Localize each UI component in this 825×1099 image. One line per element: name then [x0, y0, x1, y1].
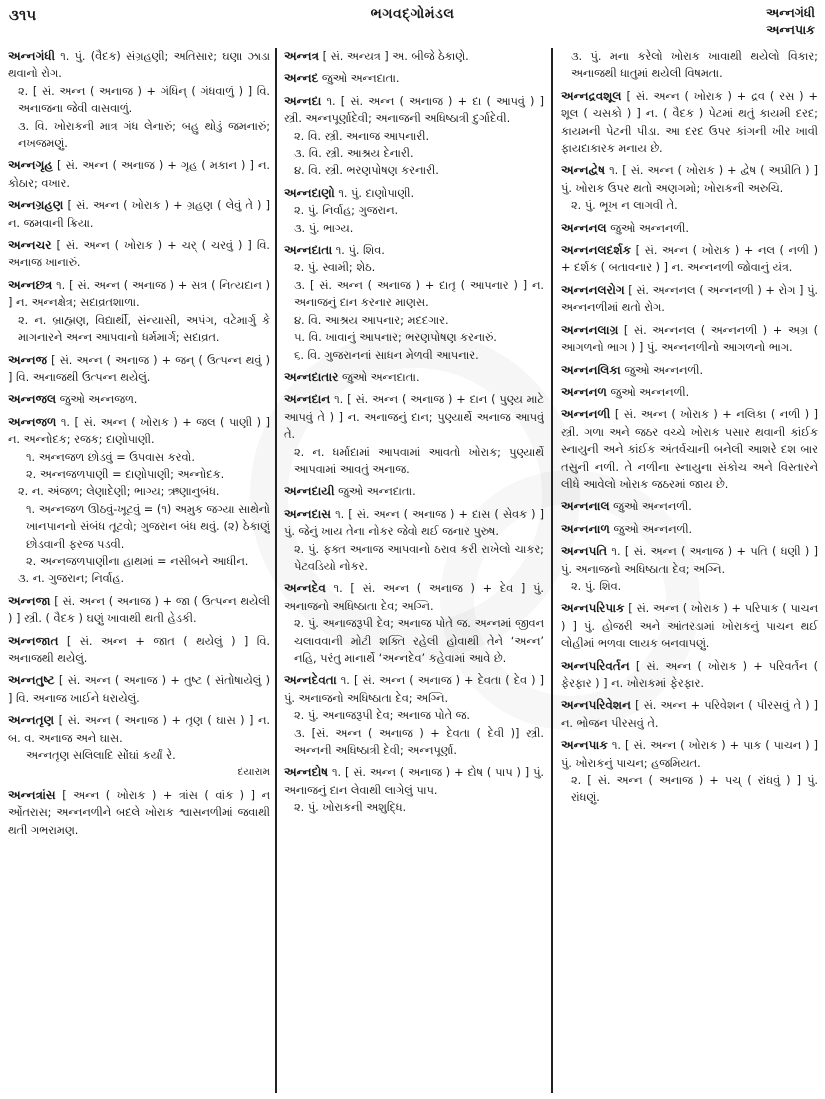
dictionary-entry: [284, 506, 544, 576]
column-3: [561, 48, 818, 1093]
column-2: [284, 48, 544, 1093]
definition-sense: જુઓ અન્નનળી.: [613, 522, 693, 536]
definition-sense: ૩. વિ. ખોરાકની માત્ર ગંધ લેનારું; બહુ થોડું જમનારું; નખજમણું.: [18, 119, 270, 151]
definition-sense: ૨. પું. નિર્વાહ; ગુજરાન.: [294, 204, 399, 218]
dictionary-entry: [561, 322, 818, 357]
headword: અન્નદ્રવશૂલ: [561, 88, 622, 103]
dictionary-entry: [284, 242, 544, 364]
definition-sense: ૨. ન. ધર્માદામાં આપવામાં આવતો ખોરાક; પુણ્યાર્થે આપવામાં આવતું અનાજ.: [294, 445, 544, 476]
headword: અન્નજલ: [8, 392, 57, 407]
dictionary-entry: [284, 48, 544, 65]
definition-sense: ૧. [ સં. અન્ન ( અનાજ ) + પતિ ( ધણી ) ] પું. અનાજનો અધિષ્ઠાતા દેવ; અગ્નિ.: [561, 545, 818, 576]
definition-sense: જુઓ અન્નનળી.: [610, 221, 689, 235]
headword: અન્નગંધી: [8, 49, 56, 63]
dictionary-entry: [561, 498, 818, 515]
headword: અન્નત્ર: [284, 49, 319, 63]
page-number: ૩૧૫: [9, 6, 37, 24]
headword: અન્નચર: [8, 238, 52, 253]
headword: અન્નજ: [8, 352, 47, 367]
definition-sense: [ અન્ન ( ખોરાક ) + ત્રાંસ ( વાંક ) ] ન ઓંતરાસ; અન્નનળીને બદલે ખોરાક શ્વાસનળીમાં જવાથી થતી ગભરામણ.: [8, 788, 270, 837]
dictionary-entry: [8, 633, 270, 668]
definition-sense: ૧. [ સં. અન્ન ( અનાજ ) + દા ( આપવું ) ] સ્ત્રી. અન્નપૂર્ણાદેવી; અનાજની અધિષ્ઠાત્રી દુર્ગાદેવી.: [284, 94, 544, 126]
definition-sense: ૧. [ સં. અન્ન ( અનાજ ) + સત્ર ( નિત્યદાન ) ] ન. અન્નક્ષેત્ર; સદાવ્રતશાળા.: [8, 278, 270, 310]
definition-sense: ૨. [ સં. અન્ન ( અનાજ ) + ગંધિન્ ( ગંધવાળું ) ] વિ. અનાજના જેવી વાસવાળું.: [18, 84, 270, 116]
quotation: અન્નતૃણ સલિલાદિ સોંઘાં કર્યાં રે.: [26, 749, 176, 763]
headword: અન્નજળ: [8, 414, 57, 429]
definition-sense: [ સં. અન્નનલ ( અન્નનળી ) + રોગ ] પું. અન્નનળીમાં થતો રોગ.: [561, 283, 818, 315]
headword: અન્નપરિવર્તન: [561, 658, 630, 673]
dictionary-entry: [561, 737, 818, 807]
definition-sense: ૧. પું. શિવ.: [335, 244, 385, 258]
dictionary-entry: [284, 483, 544, 500]
definition-sense: ૨. પું. અનાજરૂપી દેવ; અનાજ પોતે જ.: [294, 709, 470, 723]
headword: અન્નનલરોગ: [561, 282, 625, 297]
dictionary-entry: [284, 580, 544, 667]
definition-sense: જુઓ અન્નદાતા.: [338, 485, 416, 499]
dictionary-entry: [8, 157, 270, 192]
headword: અન્નદા: [284, 93, 322, 108]
dictionary-entry: [561, 220, 818, 237]
definition-sense: ૬. વિ. ગુજરાનનાં સાધન મેળવી આપનાર.: [294, 348, 479, 362]
definition-sense: [ સં. અન્ન ( અનાજ ) + ગૃહ ( મકાન ) ] ન. કોઠાર; વખાર.: [8, 159, 270, 190]
definition-sense: ૧. [ સં. અન્ન ( અનાજ ) + દેવતા ( દેવ ) ] પું. અનાજનો અધિષ્ઠાતા દેવ; અગ્નિ.: [284, 674, 544, 705]
headword: અન્નતૃણ: [8, 713, 55, 728]
definition-sense: ૨. ન. બ્રાહ્મણ, વિદ્યાર્થી, સંન્યાસી, અપંગ, વટેમાર્ગુ કે માગનારને અન્ન આપવાનો ધર્મમાર્ગ; સદાવ્રત.: [18, 313, 270, 345]
dictionary-entry: [284, 185, 544, 237]
definition-sense: ૩. ન. ગુજરાન; નિર્વાહ.: [18, 572, 125, 586]
definition-sense: ૨. પું. ખોરાકની અશુદ્ધિ.: [294, 801, 407, 815]
headword: અન્નત્રાંસ: [8, 787, 56, 802]
dictionary-entry: [561, 406, 818, 493]
dictionary-entry: [561, 600, 818, 652]
dictionary-entry: [561, 162, 818, 214]
definition-sense: ૨. પું. શિવ.: [571, 579, 622, 593]
definition-sense: [ સં. અન્ન ( અનાજ ) + તૃણ ( ઘાસ ) ] ન. બ. વ. અનાજ અને ઘાસ.: [8, 714, 270, 745]
headword: અન્નતુષ્ટ: [8, 673, 55, 688]
dictionary-entry: [284, 93, 544, 180]
definition-sense: ૩. [ સં. અન્ન ( અનાજ ) + દાતૃ ( આપનાર ) ] ન. અનાજનું દાન કરનાર માણસ.: [294, 278, 544, 310]
dictionary-entry: [561, 521, 818, 538]
definition-sense: જુઓ અન્નનળી.: [624, 363, 704, 377]
definition-sense: [ સં. અન્નનલ ( અન્નનળી ) + અગ્ર ( આગળનો ભાગ ) ] પું. અન્નનળીનો આગળનો ભાગ.: [561, 323, 818, 355]
definition-sense: જુઓ અન્નનળી.: [613, 500, 692, 514]
dictionary-entry: [8, 277, 270, 347]
headword: અન્નનલદર્શક: [561, 243, 632, 258]
guide-word-first: અન્નગંધી: [766, 5, 815, 20]
headword: અન્નજા: [8, 593, 51, 608]
headword: અન્નદાતા: [284, 243, 333, 258]
headword: અન્નદોષ: [284, 765, 329, 780]
headword: અન્નદાણો: [284, 185, 335, 200]
definition-sense: [ સં. અન્ન + પરિવેશન ( પીરસવું તે ) ] ન. ભોજન પીરસવું તે.: [561, 699, 818, 730]
definition-sense: ૧. [ સં. અન્ન ( અનાજ ) + દોષ ( પાપ ) ] પું. અનાજનું દાન લેવાથી લાગેલું પાપ.: [284, 766, 544, 797]
headword: અન્નગૃહ: [8, 158, 53, 173]
dictionary-entry: [8, 391, 270, 408]
headword: અન્નછત્ર: [8, 277, 53, 292]
dictionary-entry: [284, 70, 544, 87]
dictionary-entry: [561, 362, 818, 379]
headword: અન્નદાયી: [284, 484, 335, 499]
dictionary-entry: [8, 352, 270, 387]
definition-sense: ૧. [ સં. અન્ન ( અનાજ ) + દાસ ( સેવક ) ] પું. જેનું ખાય તેના નોકર જેવો થઈ જનાર પુરુષ.: [284, 507, 544, 539]
definition-sense: ૨. પું. અનાજરૂપી દેવ; અનાજ પોતે જ. અન્નમાં જીવન ચલાવવાની મોટી શક્તિ રહેલી હોવાથી તેને ‘અન્ન’ નહિ, પરંતુ માનાર્થે ‘અન્નદેવ’ કહેવામાં આવે છે.: [294, 617, 544, 665]
definition-sense: [ સં. અન્ન ( ખોરાક ) + નલ ( નળી ) + દર્શક ( બતાવનાર ) ] ન. અન્નનળી જોવાનું યંત્ર.: [561, 244, 818, 275]
dictionary-entry: [8, 593, 270, 628]
definition-sense: [ સં. અન્ન ( ખોરાક ) + પરિવર્તન ( ફેરફાર ) ] ન. ખોરાકમાં ફેરફાર.: [561, 659, 818, 690]
quotation-attribution: દયારામ: [237, 766, 270, 779]
idiom-line: ૧. અન્નજળ છોડવું = ઉપવાસ કરવો.: [26, 450, 195, 464]
headword: અન્નનાલ: [561, 499, 610, 514]
definition-sense: ૧. [ સં. અન્ન ( ખોરાક ) + દ્વેષ ( અપ્રીતિ ) ] પું. ખોરાક ઉપર થતો અણગમો; ખોરાકની અરુચિ.: [561, 164, 818, 195]
dictionary-entry: [561, 242, 818, 277]
dictionary-entry: [561, 384, 818, 401]
definition-sense: ૩. પું. ભાગ્ય.: [294, 221, 354, 235]
definition-sense: ૨. ન. અંજળ; લેણાદેણી; ભાગ્ય; ઋણાનુબંધ.: [18, 485, 220, 499]
definition-sense: ૨. પું. ભૂખ ન લાગવી તે.: [571, 199, 678, 213]
definition-sense: [ સં. અન્ન + જાત ( થયેલું ) ] વિ. અનાજથી થયેલું.: [8, 634, 270, 665]
dictionary-entry: [284, 369, 544, 386]
headword: અન્નપાક: [561, 738, 608, 753]
headword: અન્નપતિ: [561, 544, 608, 559]
definition-sense: [ સં. અન્યત્ર ] અ. બીજે ઠેકાણે.: [322, 50, 469, 63]
definition-sense: ૪. વિ. આશ્રય આપનાર; મદદગાર.: [294, 313, 449, 327]
definition-sense: [ સં. અન્ન ( અનાજ ) + જા ( ઉત્પન્ન થયેલી ) ] સ્ત્રી. ( વૈદક ) ઘણું ખાવાથી થતી હેડકી.: [8, 594, 270, 626]
headword: અન્નપરિવેશન: [561, 698, 631, 713]
dictionary-entry: [8, 414, 270, 588]
headword: અન્નપરિપાક: [561, 601, 625, 616]
headword: અન્નદ્વેષ: [561, 163, 606, 178]
column-1: [8, 48, 270, 1093]
headword: અન્નદાતાર: [284, 369, 339, 384]
headword: અન્નનલ: [561, 220, 607, 235]
definition-sense: ૩. વિ. સ્ત્રી. આશ્રય દેનારી.: [294, 147, 414, 161]
definition-sense: ૧. પું. દાણોપાણી.: [338, 186, 415, 200]
definition-sense: ૩. પું. મના કરેલો ખોરાક ખાવાથી થયેલો વિકાર; અનાજથી ધાતુમાં થયેલી વિષમતા.: [571, 50, 818, 81]
definition-sense: ૪. વિ. સ્ત્રી. ભરણપોષણ કરનારી.: [294, 164, 439, 178]
dictionary-entry: [8, 237, 270, 272]
definition-sense: ૨. પું. સ્વામી; શેઠ.: [294, 261, 376, 275]
definition-sense: ૨. [ સં. અન્ન ( અનાજ ) + પચ્ ( રાંધવું ) ] પું. રાંધણું.: [571, 774, 818, 805]
idiom-line: ૨. અન્નજળપાણીના હાથમાં = નસીબને આધીન.: [26, 554, 249, 568]
definition-sense: [ સં. અન્ન ( ખોરાક ) + પરિપાક ( પાચન ) ] પું. હોજરી અને આંતરડામાં ખોરાકનું પાચન થઈ લોહીમાં ભળવા લાયક બનવાપણું.: [561, 602, 818, 651]
headword: અન્નદાન: [284, 392, 331, 407]
headword: અન્નનાળ: [561, 521, 610, 536]
headword: અન્નજાત: [8, 633, 59, 648]
dictionary-entry: [561, 658, 818, 693]
dictionary-entry: [561, 88, 818, 158]
definition-sense: ૧. [ સં. અન્ન ( અનાજ ) + દાન ( પુણ્ય માટે આપવું તે ) ] ન. અનાજનું દાન; પુણ્યાર્થે અનાજ આપવું તે.: [284, 393, 544, 442]
headword: અન્નદ: [284, 71, 319, 86]
headword: અન્નદેવતા: [284, 673, 337, 688]
definition-sense: [ સં. અન્ન ( ખોરાક ) + દ્રવ ( રસ ) + શૂલ ( ચસકો ) ] ન. ( વૈદક ) પેટમાં થતું કાયમી દરદ; કાયમની પેટની પીડા. આ દરદ ઉપર કાંગની ખીર ખાવી ફાયદાકારક મનાય છે.: [561, 89, 818, 156]
dictionary-entry: [8, 48, 270, 152]
definition-sense: [ સં. અન્ન ( ખોરાક ) + નલિકા ( નળી ) ] સ્ત્રી. ગળા અને જઠર વચ્ચે ખોરાક પસાર થવાની કાંઈક સ્નાયુની અને કાંઈક અંતર્વચાની બનેલી આશરે દશ બાર તસુની નળી. તે નળીના સ્નાયુના સંકોચ અને વિસ્તારને લીધે આવેલો ખોરાક જઠરમાં જાય છે.: [561, 408, 818, 491]
column-divider: [275, 48, 277, 1093]
headword: અન્નદેવ: [284, 581, 326, 596]
dictionary-entry: [561, 697, 818, 732]
definition-sense: ૧. [ સં. અન્ન ( ખોરાક ) + પાક ( પાચન ) ] પું. ખોરાકનું પાચન; હજમિયત.: [561, 739, 818, 770]
definition-sense: ૨. પું. ફક્ત અનાજ આપવાનો ઠરાવ કરી રાખેલો ચાકર; પેટવડિયો નોકર.: [294, 542, 544, 573]
definition-sense: [ સં. અન્ન ( ખોરાક ) + ગ્રહણ ( લેવું તે ) ] ન. જમવાની ક્રિયા.: [8, 199, 270, 230]
dictionary-entry: [561, 282, 818, 317]
definition-sense: [ સં. અન્ન ( અનાજ ) + જન્ ( ઉત્પન્ન થવું ) ] વિ. અનાજથી ઉત્પન્ન થયેલું.: [8, 353, 270, 384]
dictionary-entry: [8, 672, 270, 707]
dictionary-entry: [561, 48, 818, 83]
definition-sense: જુઓ અન્નદાતા.: [341, 370, 420, 384]
column-divider: [551, 48, 553, 1093]
definition-sense: ૫. વિ. ખાવાનું આપનાર; ભરણપોષણ કરનારું.: [294, 331, 497, 345]
definition-sense: જુઓ અન્નજળ.: [59, 393, 138, 407]
dictionary-entry: [284, 391, 544, 478]
definition-sense: ૧. પું. (વૈદક) સંગ્રહણી; અતિસાર; ઘણા ઝાડા થવાનો રોગ.: [8, 50, 270, 81]
definition-sense: જુઓ અન્નદાતા.: [321, 72, 400, 86]
definition-sense: ૩. [સં. અન્ન ( અનાજ ) + દેવતા ( દેવી )] સ્ત્રી. અન્નની અધિષ્ઠાત્રી દેવી; અન્નપૂર્ણા.: [294, 726, 544, 758]
idiom-line: ૨. અન્નજળપાણી = દાણોપાણી; અન્નોદક.: [26, 467, 225, 481]
headword: અન્નનલિકા: [561, 362, 621, 377]
dictionary-entry: [561, 543, 818, 595]
headword: અન્નનળી: [561, 407, 611, 422]
page-header: [0, 0, 825, 48]
dictionary-entry: [8, 197, 270, 232]
definition-sense: [ સં. અન્ન ( અનાજ ) + તુષ્ટ ( સંતોષાયેલું ) ] વિ. અનાજ ખાઈને ધરાયેલું.: [8, 674, 270, 705]
definition-sense: [ સં. અન્ન ( ખોરાક ) + ચર્ ( ચરવું ) ] વિ. અનાજ ખાનારું.: [8, 239, 270, 270]
dictionary-entry: [284, 672, 544, 759]
idiom-line: ૧. અન્નજળ ઊઠવું-ખૂટવું = (૧) અમુક જગ્યા સાથેનો ખાનપાનનો સંબંધ તૂટવો; ગુજરાન બંધ થવું. (૨) ઠેકાણું છોડવાની ફરજ પડવી.: [26, 502, 270, 551]
headword: અન્નદાસ: [284, 506, 331, 521]
definition-sense: ૧. [ સં. અન્ન ( ખોરાક ) + જલ ( પાણી ) ] ન. અન્નોદક; રજક; દાણોપાણી.: [8, 415, 270, 447]
dictionary-entry: [8, 712, 270, 782]
definition-sense: જુઓ અન્નનળી.: [610, 385, 690, 399]
dictionary-columns: [0, 48, 825, 1099]
running-title: ભગવદ્ગોમંડલ: [370, 6, 455, 22]
guide-words: [766, 4, 815, 38]
headword: અન્નનલાગ્ર: [561, 322, 619, 337]
headword: અન્નગ્રહણ: [8, 198, 64, 213]
dictionary-entry: [284, 764, 544, 816]
headword: અન્નનળ: [561, 384, 607, 399]
definition-sense: ૧. [ સં. અન્ન ( અનાજ ) + દેવ ] પું. અનાજનો અધિષ્ઠાતા દેવ; અગ્નિ.: [284, 582, 544, 613]
dictionary-entry: [8, 787, 270, 839]
definition-sense: ૨. વિ. સ્ત્રી. અનાજ આપનારી.: [294, 129, 430, 143]
guide-word-last: અન્નપાક: [766, 22, 815, 37]
